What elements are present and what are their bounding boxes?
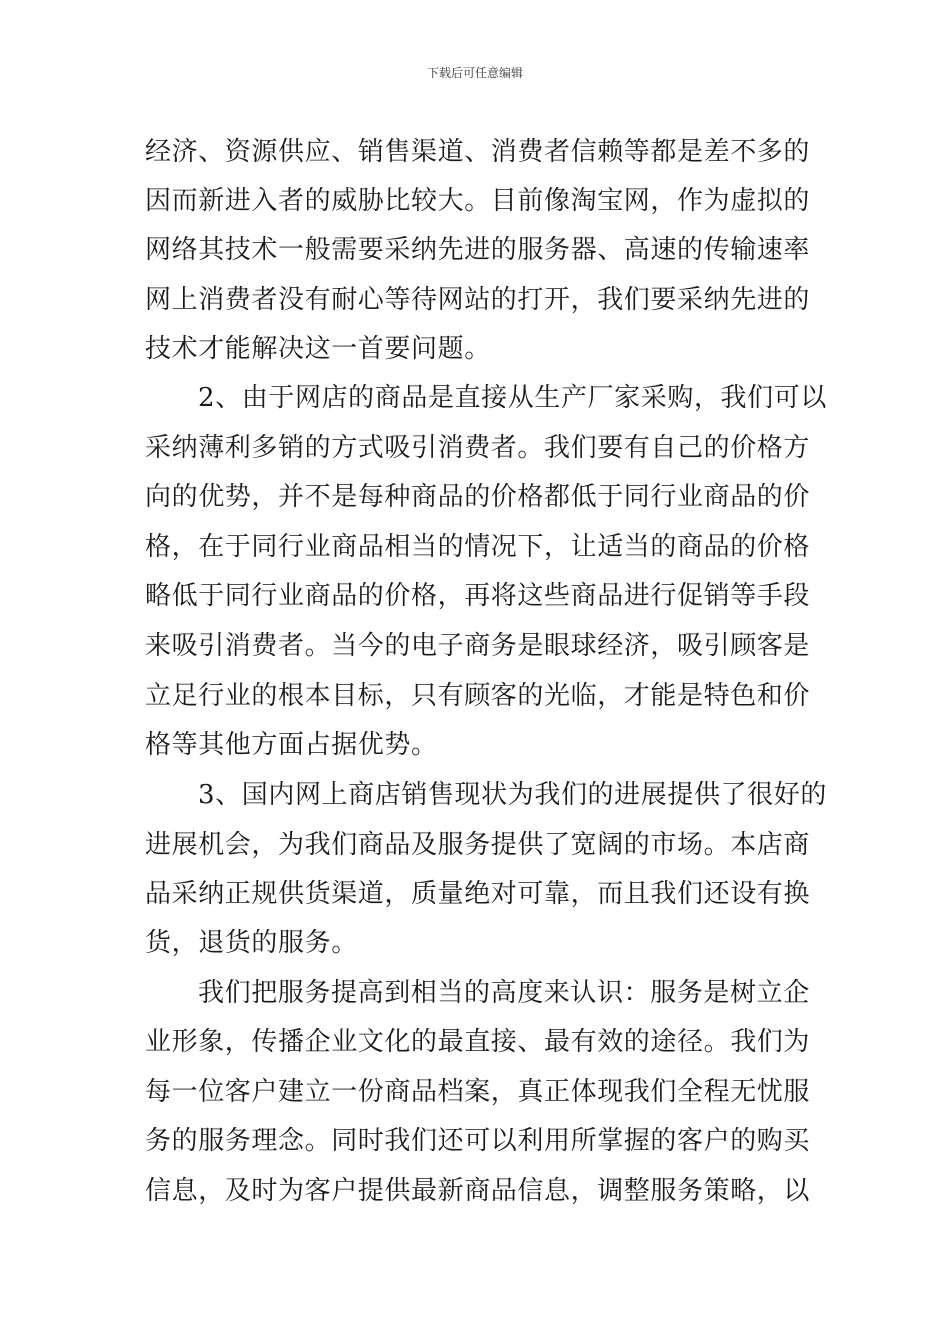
text-line: 业形象，传播企业文化的最直接、最有效的途径。我们为 <box>145 1027 811 1057</box>
text-line: 务的服务理念。同时我们还可以利用所掌握的客户的购买 <box>145 1126 811 1156</box>
text-line: 货，退货的服务。 <box>145 928 358 958</box>
text-line: 经济、资源供应、销售渠道、消费者信赖等都是差不多的 <box>145 137 811 167</box>
text-line: 网络其技术一般需要采纳先进的服务器、高速的传输速率 <box>145 235 811 265</box>
text-line: 采纳薄利多销的方式吸引消费者。我们要有自己的价格方 <box>145 433 811 463</box>
paragraph-start-line: 2、由于网店的商品是直接从生产厂家采购，我们可以 <box>198 383 827 413</box>
text-line: 格等其他方面占据优势。 <box>145 730 438 760</box>
text-line: 来吸引消费者。当今的电子商务是眼球经济，吸引顾客是 <box>145 631 811 661</box>
text-line: 网上消费者没有耐心等待网站的打开，我们要采纳先进的 <box>145 285 811 315</box>
text-line: 品采纳正规供货渠道，质量绝对可靠，而且我们还设有换 <box>145 879 811 909</box>
text-line: 信息，及时为客户提供最新商品信息，调整服务策略，以 <box>145 1176 811 1206</box>
text-line: 格，在于同行业商品相当的情况下，让适当的商品的价格 <box>145 532 811 562</box>
text-line: 略低于同行业商品的价格，再将这些商品进行促销等手段 <box>145 581 811 611</box>
page-header: 下载后可任意编辑 <box>426 66 523 80</box>
text-line: 向的优势，并不是每种商品的价格都低于同行业商品的价 <box>145 482 811 512</box>
text-line: 技术才能解决这一首要问题。 <box>145 334 491 364</box>
text-line: 进展机会，为我们商品及服务提供了宽阔的市场。本店商 <box>145 830 811 860</box>
text-line: 因而新进入者的威胁比较大。目前像淘宝网，作为虚拟的 <box>145 186 811 216</box>
paragraph-start-line: 3、国内网上商店销售现状为我们的进展提供了很好的 <box>198 780 827 810</box>
text-line: 每一位客户建立一份商品档案，真正体现我们全程无忧服 <box>145 1077 811 1107</box>
text-line: 立足行业的根本目标，只有顾客的光临，才能是特色和价 <box>145 681 811 711</box>
paragraph-start-line: 我们把服务提高到相当的高度来认识：服务是树立企 <box>198 978 810 1008</box>
